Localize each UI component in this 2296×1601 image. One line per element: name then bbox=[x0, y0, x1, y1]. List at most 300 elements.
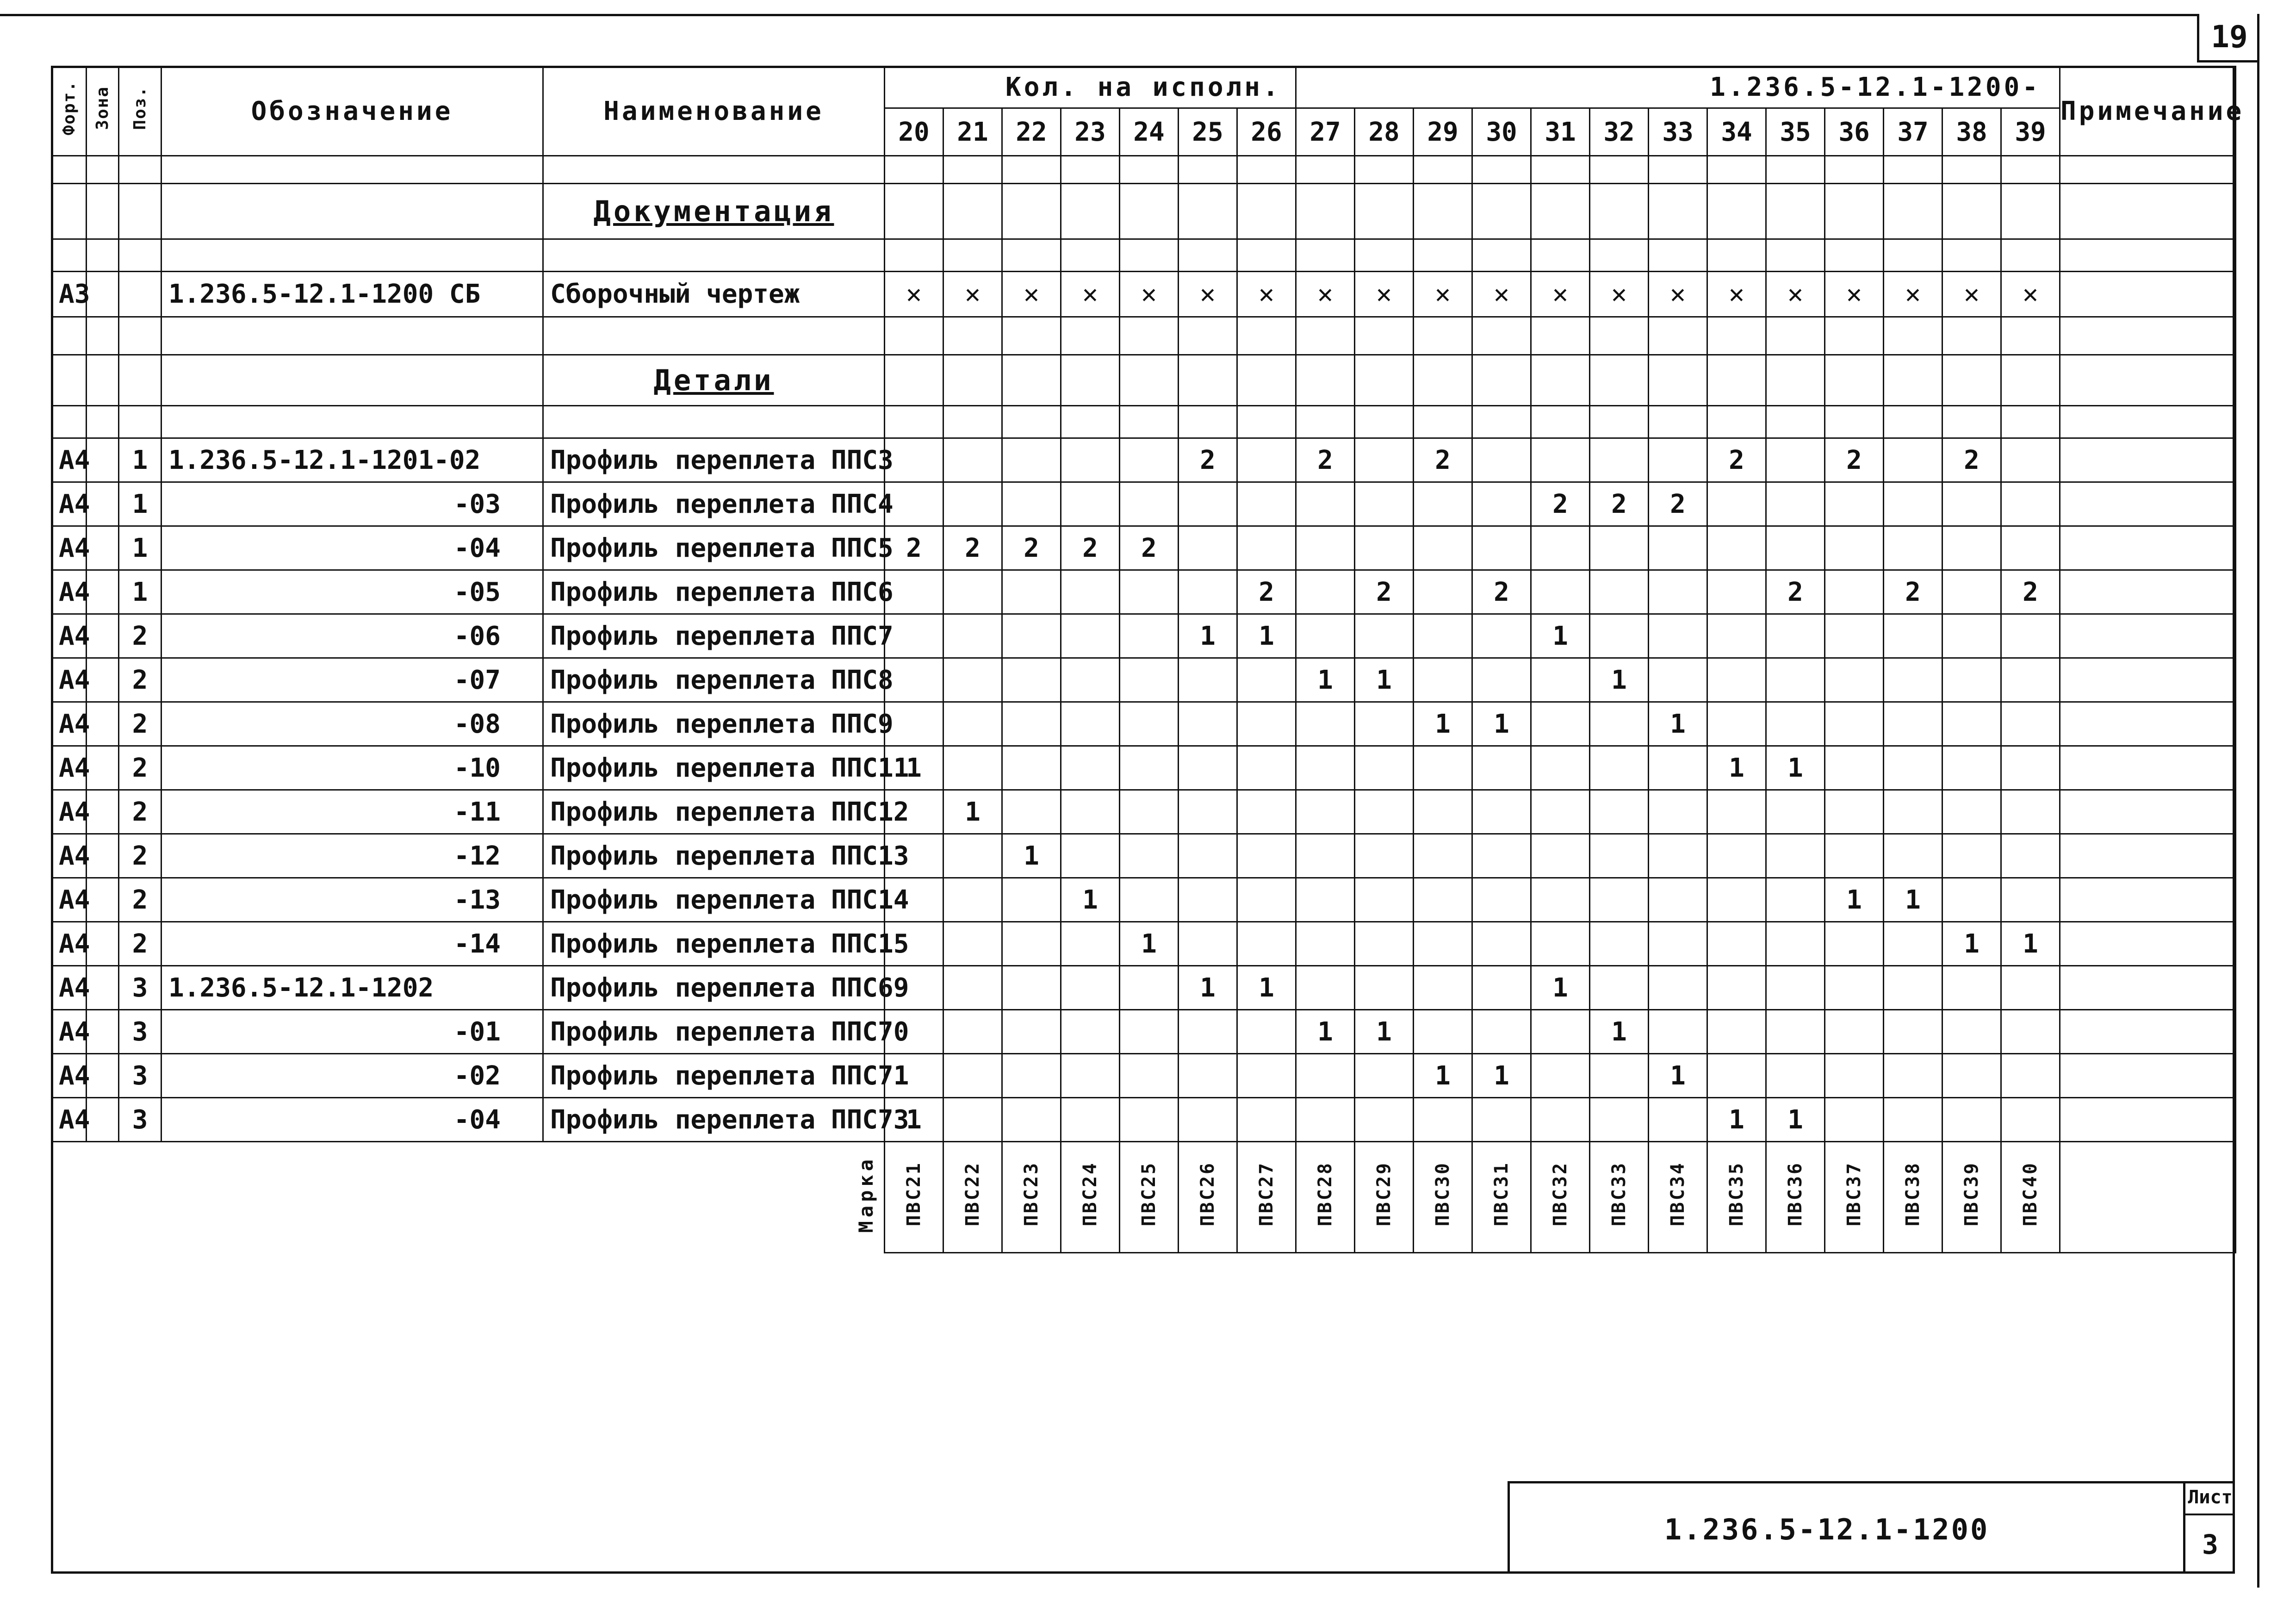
qty-cell bbox=[1179, 1098, 1237, 1142]
qty-cell bbox=[1884, 834, 1942, 878]
mark-label: ПВС26 bbox=[1197, 1161, 1218, 1227]
qty-cell bbox=[1707, 482, 1766, 526]
row-pos: 1 bbox=[119, 570, 161, 614]
qty-cell bbox=[1355, 790, 1414, 834]
qty-cell bbox=[1120, 834, 1179, 878]
empty-cell bbox=[1590, 156, 1649, 184]
qty-cell: 1 bbox=[1414, 702, 1472, 746]
row-designation: 1.236.5-12.1-1201-02 bbox=[161, 438, 543, 482]
variant-column-number: 30 bbox=[1472, 108, 1531, 156]
empty-cell bbox=[161, 317, 543, 355]
qty-cell bbox=[1414, 526, 1472, 570]
qty-cell bbox=[1590, 834, 1649, 878]
variant-column-number: 22 bbox=[1002, 108, 1061, 156]
qty-cell bbox=[1825, 526, 1884, 570]
qty-cell bbox=[1766, 526, 1825, 570]
qty-cell bbox=[1061, 966, 1120, 1010]
qty-cell bbox=[1237, 878, 1296, 922]
empty-cell bbox=[52, 156, 87, 184]
empty-cell bbox=[1707, 317, 1766, 355]
qty-cell bbox=[1414, 482, 1472, 526]
empty-cell bbox=[1355, 406, 1414, 438]
qty-cell bbox=[1649, 790, 1707, 834]
qty-cell bbox=[1414, 570, 1472, 614]
qty-cell bbox=[1590, 438, 1649, 482]
row-pos: 2 bbox=[119, 834, 161, 878]
empty-cell bbox=[1061, 317, 1120, 355]
header-note: Примечание bbox=[2060, 67, 2236, 156]
empty-cell bbox=[1355, 317, 1414, 355]
variant-column-number: 36 bbox=[1825, 108, 1884, 156]
qty-cell bbox=[1884, 1010, 1942, 1054]
row-format: А4 bbox=[52, 702, 87, 746]
qty-cell bbox=[1179, 834, 1237, 878]
row-pos: 3 bbox=[119, 1098, 161, 1142]
row-format: А4 bbox=[52, 658, 87, 702]
qty-cell bbox=[1296, 1098, 1355, 1142]
doc-row bbox=[52, 272, 2236, 317]
row-pos: 2 bbox=[119, 922, 161, 966]
empty-cell bbox=[1120, 239, 1179, 272]
qty-cell bbox=[943, 1010, 1002, 1054]
empty-cell bbox=[1120, 406, 1179, 438]
mark-cell bbox=[1237, 1142, 1296, 1253]
cross-mark: ✕ bbox=[1884, 272, 1942, 317]
mark-cell bbox=[1884, 1142, 1942, 1253]
empty-cell bbox=[1531, 355, 1590, 406]
empty-cell bbox=[1237, 317, 1296, 355]
variant-column-number: 25 bbox=[1179, 108, 1237, 156]
row-format: А4 bbox=[52, 878, 87, 922]
empty-cell bbox=[1942, 317, 2001, 355]
variant-column-number: 24 bbox=[1120, 108, 1179, 156]
qty-cell bbox=[1120, 438, 1179, 482]
row-note bbox=[2060, 482, 2236, 526]
row-name: Профиль переплета ППС8 bbox=[543, 658, 885, 702]
qty-cell bbox=[1942, 658, 2001, 702]
row-pos: 1 bbox=[119, 438, 161, 482]
empty-cell bbox=[1179, 317, 1237, 355]
empty-cell bbox=[1942, 406, 2001, 438]
qty-cell: 1 bbox=[1766, 746, 1825, 790]
empty-cell bbox=[1179, 355, 1237, 406]
empty-cell bbox=[1766, 239, 1825, 272]
row-name: Профиль переплета ППС11 bbox=[543, 746, 885, 790]
qty-cell: 1 bbox=[1942, 922, 2001, 966]
row-format: А4 bbox=[52, 438, 87, 482]
row-pos: 1 bbox=[119, 482, 161, 526]
qty-cell bbox=[1707, 658, 1766, 702]
qty-cell bbox=[943, 658, 1002, 702]
qty-cell bbox=[1472, 614, 1531, 658]
mark-label: ПВС39 bbox=[1961, 1161, 1983, 1227]
qty-cell bbox=[1120, 746, 1179, 790]
qty-cell: 1 bbox=[1472, 702, 1531, 746]
header-pos: Поз. bbox=[119, 67, 161, 156]
empty-cell bbox=[1002, 156, 1061, 184]
row-zone bbox=[87, 1054, 119, 1098]
empty-cell bbox=[943, 184, 1002, 239]
variant-column-number: 23 bbox=[1061, 108, 1120, 156]
qty-cell bbox=[2001, 614, 2060, 658]
table-row bbox=[52, 790, 2236, 834]
row-zone bbox=[87, 1010, 119, 1054]
cross-mark: ✕ bbox=[1237, 272, 1296, 317]
mark-label: ПВС36 bbox=[1785, 1161, 1806, 1227]
row-zone bbox=[87, 966, 119, 1010]
qty-cell bbox=[1355, 482, 1414, 526]
qty-cell bbox=[1237, 834, 1296, 878]
qty-cell: 2 bbox=[885, 526, 943, 570]
qty-cell bbox=[2001, 702, 2060, 746]
empty-cell bbox=[119, 406, 161, 438]
empty-cell bbox=[1355, 355, 1414, 406]
empty-cell bbox=[1590, 184, 1649, 239]
qty-cell bbox=[1942, 1098, 2001, 1142]
mark-cell bbox=[1120, 1142, 1179, 1253]
row-format: А4 bbox=[52, 834, 87, 878]
qty-cell bbox=[1707, 878, 1766, 922]
empty-cell bbox=[1884, 406, 1942, 438]
qty-cell bbox=[1531, 790, 1590, 834]
qty-cell bbox=[1707, 614, 1766, 658]
qty-cell: 1 bbox=[1179, 966, 1237, 1010]
qty-cell bbox=[1061, 1054, 1120, 1098]
empty-cell bbox=[1120, 156, 1179, 184]
qty-cell bbox=[1531, 570, 1590, 614]
qty-cell: 1 bbox=[1472, 1054, 1531, 1098]
cross-mark: ✕ bbox=[1707, 272, 1766, 317]
row-name: Профиль переплета ППС70 bbox=[543, 1010, 885, 1054]
blank-row bbox=[52, 156, 2236, 184]
row-name: Профиль переплета ППС7 bbox=[543, 614, 885, 658]
qty-cell bbox=[1590, 1054, 1649, 1098]
mark-label: ПВС40 bbox=[2020, 1161, 2042, 1227]
empty-cell bbox=[1414, 317, 1472, 355]
row-zone bbox=[87, 702, 119, 746]
variant-column-number: 39 bbox=[2001, 108, 2060, 156]
qty-cell: 1 bbox=[1590, 1010, 1649, 1054]
qty-cell bbox=[1061, 570, 1120, 614]
qty-cell bbox=[1707, 1054, 1766, 1098]
empty-cell bbox=[1825, 184, 1884, 239]
qty-cell bbox=[1649, 834, 1707, 878]
qty-cell bbox=[1355, 834, 1414, 878]
qty-cell bbox=[1707, 966, 1766, 1010]
table-row bbox=[52, 966, 2236, 1010]
specification-table bbox=[51, 66, 2245, 1253]
cross-mark: ✕ bbox=[1942, 272, 2001, 317]
blank-row bbox=[52, 239, 2236, 272]
qty-cell bbox=[1002, 790, 1061, 834]
row-format: А4 bbox=[52, 790, 87, 834]
qty-cell bbox=[1649, 878, 1707, 922]
mark-cell bbox=[1766, 1142, 1825, 1253]
qty-cell bbox=[1120, 702, 1179, 746]
empty-cell bbox=[543, 156, 885, 184]
qty-cell bbox=[1884, 614, 1942, 658]
qty-cell bbox=[1825, 702, 1884, 746]
qty-cell bbox=[943, 482, 1002, 526]
qty-cell bbox=[1531, 1010, 1590, 1054]
qty-cell bbox=[1590, 922, 1649, 966]
empty-cell bbox=[1825, 156, 1884, 184]
frame-top-line bbox=[0, 14, 2199, 16]
qty-cell bbox=[2001, 658, 2060, 702]
qty-cell bbox=[1472, 966, 1531, 1010]
row-name: Профиль переплета ППС9 bbox=[543, 702, 885, 746]
qty-cell bbox=[1120, 878, 1179, 922]
row-format: А4 bbox=[52, 526, 87, 570]
qty-cell bbox=[1237, 702, 1296, 746]
qty-cell: 1 bbox=[885, 746, 943, 790]
qty-cell: 1 bbox=[1355, 1010, 1414, 1054]
row-name: Профиль переплета ППС3 bbox=[543, 438, 885, 482]
qty-cell bbox=[943, 922, 1002, 966]
qty-cell bbox=[1707, 922, 1766, 966]
cross-mark: ✕ bbox=[885, 272, 943, 317]
empty-cell bbox=[2060, 239, 2236, 272]
empty-cell bbox=[1296, 156, 1355, 184]
empty-cell bbox=[1296, 406, 1355, 438]
qty-cell bbox=[943, 570, 1002, 614]
empty-cell bbox=[1061, 239, 1120, 272]
table-row bbox=[52, 878, 2236, 922]
qty-cell bbox=[1649, 746, 1707, 790]
row-designation: -06 bbox=[161, 614, 543, 658]
qty-cell bbox=[1884, 790, 1942, 834]
qty-cell bbox=[1707, 790, 1766, 834]
qty-cell bbox=[1472, 790, 1531, 834]
qty-cell bbox=[1296, 922, 1355, 966]
empty-cell bbox=[1942, 184, 2001, 239]
qty-cell bbox=[1531, 702, 1590, 746]
qty-cell bbox=[943, 1098, 1002, 1142]
empty-cell bbox=[1414, 406, 1472, 438]
cross-mark: ✕ bbox=[2001, 272, 2060, 317]
table-row bbox=[52, 834, 2236, 878]
table-row bbox=[52, 482, 2236, 526]
row-name: Профиль переплета ППС73 bbox=[543, 1098, 885, 1142]
row-note bbox=[2060, 878, 2236, 922]
qty-cell bbox=[1825, 482, 1884, 526]
qty-cell bbox=[1355, 1054, 1414, 1098]
qty-cell bbox=[1061, 922, 1120, 966]
qty-cell bbox=[1414, 1098, 1472, 1142]
empty-cell bbox=[1002, 406, 1061, 438]
cross-mark: ✕ bbox=[1590, 272, 1649, 317]
qty-cell bbox=[1590, 1098, 1649, 1142]
qty-cell bbox=[1884, 482, 1942, 526]
qty-cell bbox=[1590, 570, 1649, 614]
row-name: Профиль переплета ППС5 bbox=[543, 526, 885, 570]
qty-cell bbox=[1942, 834, 2001, 878]
qty-cell bbox=[1296, 834, 1355, 878]
qty-cell bbox=[1179, 878, 1237, 922]
row-zone bbox=[87, 526, 119, 570]
qty-cell bbox=[1531, 1098, 1590, 1142]
qty-cell bbox=[1120, 570, 1179, 614]
qty-cell bbox=[2001, 966, 2060, 1010]
empty-cell bbox=[885, 239, 943, 272]
header-designation: Обозначение bbox=[161, 67, 543, 156]
qty-cell: 2 bbox=[1179, 438, 1237, 482]
qty-cell: 2 bbox=[1296, 438, 1355, 482]
empty-cell bbox=[87, 406, 119, 438]
row-designation: -13 bbox=[161, 878, 543, 922]
qty-cell bbox=[1766, 834, 1825, 878]
empty-cell bbox=[1296, 355, 1355, 406]
header-qty: Кол. на исполн. bbox=[885, 67, 1296, 108]
cross-mark: ✕ bbox=[1120, 272, 1179, 317]
empty-cell bbox=[1179, 406, 1237, 438]
empty-cell bbox=[943, 317, 1002, 355]
empty-cell bbox=[1296, 239, 1355, 272]
empty-cell bbox=[1296, 184, 1355, 239]
row-designation: -02 bbox=[161, 1054, 543, 1098]
row-name: Профиль переплета ППС6 bbox=[543, 570, 885, 614]
qty-cell bbox=[1531, 922, 1590, 966]
qty-cell bbox=[1002, 570, 1061, 614]
qty-cell bbox=[2001, 878, 2060, 922]
empty-cell bbox=[1766, 406, 1825, 438]
qty-cell: 2 bbox=[2001, 570, 2060, 614]
qty-cell bbox=[1355, 922, 1414, 966]
row-name: Профиль переплета ППС71 bbox=[543, 1054, 885, 1098]
variant-column-number: 26 bbox=[1237, 108, 1296, 156]
empty-cell bbox=[2001, 355, 2060, 406]
empty-cell bbox=[543, 406, 885, 438]
qty-cell bbox=[1296, 526, 1355, 570]
qty-cell bbox=[1825, 922, 1884, 966]
empty-cell bbox=[1472, 355, 1531, 406]
marka-label: Марка bbox=[855, 1156, 877, 1233]
empty-cell bbox=[1179, 239, 1237, 272]
qty-cell bbox=[1531, 834, 1590, 878]
qty-cell bbox=[1472, 878, 1531, 922]
qty-cell bbox=[1002, 878, 1061, 922]
qty-cell bbox=[1296, 790, 1355, 834]
empty-cell bbox=[1414, 355, 1472, 406]
qty-cell bbox=[1296, 746, 1355, 790]
mark-label: ПВС29 bbox=[1373, 1161, 1395, 1227]
row-name: Профиль переплета ППС4 bbox=[543, 482, 885, 526]
mark-label: ПВС38 bbox=[1902, 1161, 1924, 1227]
qty-cell: 2 bbox=[1061, 526, 1120, 570]
empty-cell bbox=[1884, 156, 1942, 184]
header-zone: Зона bbox=[87, 67, 119, 156]
qty-cell bbox=[1120, 482, 1179, 526]
qty-cell: 1 bbox=[1766, 1098, 1825, 1142]
empty-cell bbox=[1002, 355, 1061, 406]
qty-cell: 1 bbox=[885, 1098, 943, 1142]
qty-cell bbox=[1825, 966, 1884, 1010]
variant-column-number: 20 bbox=[885, 108, 943, 156]
table-row bbox=[52, 1010, 2236, 1054]
qty-cell bbox=[1472, 834, 1531, 878]
row-name: Профиль переплета ППС69 bbox=[543, 966, 885, 1010]
variant-column-number: 33 bbox=[1649, 108, 1707, 156]
qty-cell bbox=[1472, 1010, 1531, 1054]
row-note bbox=[2060, 834, 2236, 878]
qty-cell bbox=[1061, 658, 1120, 702]
qty-cell: 1 bbox=[1649, 702, 1707, 746]
row-note bbox=[2060, 1098, 2236, 1142]
empty-cell bbox=[2060, 406, 2236, 438]
mark-cell bbox=[1002, 1142, 1061, 1253]
qty-cell: 1 bbox=[1707, 746, 1766, 790]
empty-cell bbox=[1237, 239, 1296, 272]
mark-cell bbox=[1179, 1142, 1237, 1253]
qty-cell bbox=[1296, 482, 1355, 526]
empty-cell bbox=[1884, 184, 1942, 239]
empty-cell bbox=[1825, 406, 1884, 438]
row-pos: 3 bbox=[119, 1054, 161, 1098]
qty-cell bbox=[1002, 746, 1061, 790]
empty-cell bbox=[943, 355, 1002, 406]
qty-cell bbox=[1942, 746, 2001, 790]
row-pos: 2 bbox=[119, 702, 161, 746]
qty-cell bbox=[1884, 966, 1942, 1010]
qty-cell bbox=[1179, 702, 1237, 746]
qty-cell bbox=[1355, 526, 1414, 570]
row-pos: 2 bbox=[119, 746, 161, 790]
empty-cell bbox=[543, 317, 885, 355]
qty-cell bbox=[1414, 658, 1472, 702]
qty-cell bbox=[1179, 1010, 1237, 1054]
qty-cell bbox=[1942, 702, 2001, 746]
row-format: А3 bbox=[52, 272, 87, 317]
qty-cell bbox=[1002, 1010, 1061, 1054]
variant-column-number: 35 bbox=[1766, 108, 1825, 156]
empty-cell bbox=[1002, 317, 1061, 355]
qty-cell bbox=[2001, 438, 2060, 482]
mark-cell bbox=[1942, 1142, 2001, 1253]
qty-cell: 2 bbox=[1590, 482, 1649, 526]
row-pos bbox=[119, 272, 161, 317]
row-zone bbox=[87, 438, 119, 482]
empty-cell bbox=[119, 184, 161, 239]
qty-cell bbox=[1237, 1054, 1296, 1098]
table-row bbox=[52, 1054, 2236, 1098]
empty-cell bbox=[1472, 184, 1531, 239]
row-name: Профиль переплета ППС14 bbox=[543, 878, 885, 922]
qty-cell bbox=[1414, 922, 1472, 966]
qty-cell bbox=[1649, 614, 1707, 658]
qty-cell bbox=[1766, 658, 1825, 702]
empty-cell bbox=[2001, 156, 2060, 184]
qty-cell bbox=[1002, 966, 1061, 1010]
empty-cell bbox=[1766, 317, 1825, 355]
cross-mark: ✕ bbox=[1061, 272, 1120, 317]
row-pos: 3 bbox=[119, 966, 161, 1010]
row-format: А4 bbox=[52, 1054, 87, 1098]
qty-cell bbox=[1884, 922, 1942, 966]
row-note bbox=[2060, 746, 2236, 790]
empty-cell bbox=[1237, 355, 1296, 406]
section-documentation-row bbox=[52, 184, 2236, 239]
qty-cell bbox=[1179, 658, 1237, 702]
qty-cell bbox=[2001, 746, 2060, 790]
qty-cell bbox=[1296, 1054, 1355, 1098]
empty-cell bbox=[885, 156, 943, 184]
qty-cell bbox=[1472, 526, 1531, 570]
stamp-sheet-label: Лист bbox=[2185, 1481, 2235, 1515]
empty-cell bbox=[1414, 156, 1472, 184]
row-format: А4 bbox=[52, 1010, 87, 1054]
qty-cell bbox=[1942, 790, 2001, 834]
qty-cell bbox=[1061, 702, 1120, 746]
